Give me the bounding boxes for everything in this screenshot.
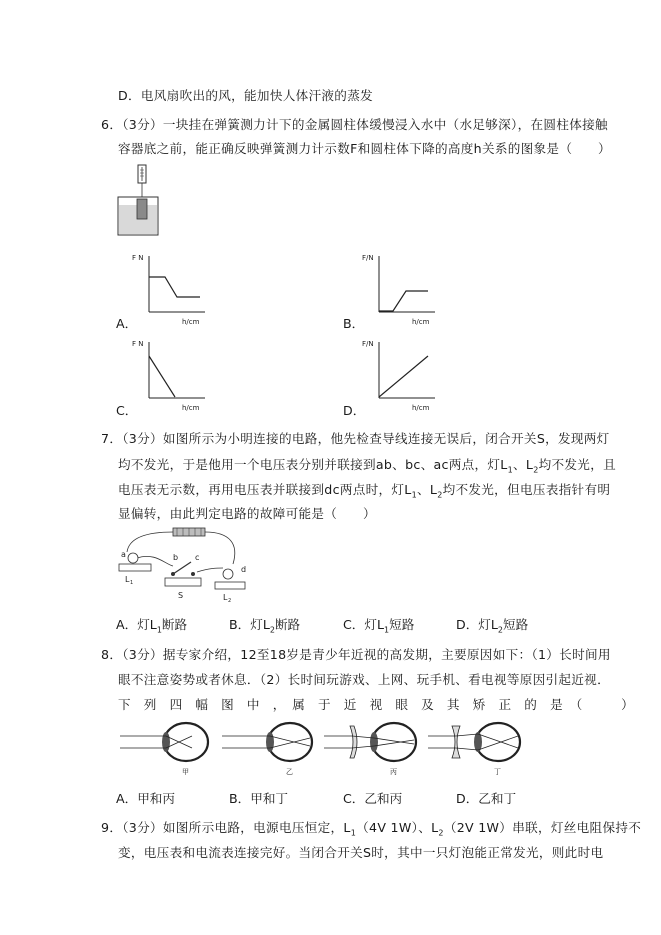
eye-label-bing: 丙 <box>390 768 397 776</box>
eye-yi <box>222 723 312 761</box>
q7-line2-text-a: 均不发光，于是他用一个电压表分别并联接到ab、bc、ac两点，灯L <box>118 457 508 472</box>
q9-line1-sub2: 2 <box>438 828 444 838</box>
q8-option-c[interactable]: C．乙和丙 <box>343 791 403 806</box>
q6-c-ylabel: F N <box>132 340 144 348</box>
eye-label-jia: 甲 <box>182 768 189 776</box>
q6-d-ylabel: F/N <box>362 340 374 348</box>
q7-option-c[interactable] <box>343 614 414 635</box>
q9-line1-sub1: 1 <box>350 828 357 838</box>
q6-a-xlabel: h/cm <box>182 318 200 326</box>
q7-line3-text-a: 电压表无示数，再用电压表并联接到dc两点时，灯L <box>118 482 412 497</box>
q7-d-post: 短路 <box>503 617 529 632</box>
q6-option-a[interactable]: A． <box>116 316 138 331</box>
q6-d-xlabel: h/cm <box>412 404 430 412</box>
q7-label-L1: L <box>125 575 130 584</box>
q6-stem-line2: 容器底之前，能正确反映弹簧测力计示数F和圆柱体下降的高度h关系的图象是（ ） <box>118 141 611 156</box>
q7-b-sub: 2 <box>269 625 275 635</box>
q7-line2-sub1: 1 <box>507 465 514 475</box>
q6-graph-d <box>360 336 440 414</box>
q6-c-xlabel: h/cm <box>182 404 200 412</box>
q9-stem-line2: 变，电压表和电流表连接完好。当闭合开关S时，其中一只灯泡能正常发光，则此时电 <box>118 845 604 860</box>
q6-option-c[interactable]: C． <box>116 403 138 418</box>
q6-a-ylabel: F N <box>132 254 144 262</box>
eye-jia <box>120 723 208 761</box>
q7-option-a[interactable] <box>116 614 187 635</box>
q7-b-pre: B．灯L <box>229 617 270 632</box>
q6-graph-a <box>130 250 210 328</box>
q7-b-post: 断路 <box>274 617 301 632</box>
q7-line2-text-b: 、L <box>513 457 534 472</box>
q7-option-d[interactable] <box>456 614 528 635</box>
q7-line3-sub2: 2 <box>437 490 443 500</box>
q7-option-b[interactable] <box>229 614 300 635</box>
q6-option-b[interactable]: B． <box>343 316 365 331</box>
q7-stem-line4: 显偏转，由此判定电路的故障可能是（ ） <box>118 506 376 521</box>
q8-option-a[interactable]: A．甲和丙 <box>116 791 175 806</box>
q7-stem-line1: 7．（3分）如图所示为小明连接的电路，他先检查导线连接无误后，闭合开关S，发现两灯 <box>101 431 610 446</box>
q7-d-sub: 2 <box>497 625 503 635</box>
q9-line1-text-c: （2V 1W）串联，灯丝电阻保持不 <box>443 820 642 835</box>
q6-graph-b <box>360 250 440 328</box>
q7-stem-line2 <box>118 454 616 475</box>
q7-c-post: 短路 <box>389 617 415 632</box>
q7-label-L1-sub: 1 <box>130 580 134 586</box>
q7-label-S: S <box>178 591 184 600</box>
q7-line3-text-c: 均不发光，但电压表指针有明 <box>442 482 611 497</box>
q6-stem-line1: 6．（3分）一块挂在弹簧测力计下的金属圆柱体缓慢浸入水中（水足够深），在圆柱体接触 <box>101 117 608 132</box>
q7-label-L2: L <box>223 593 228 602</box>
q7-a-pre: A．灯L <box>116 617 157 632</box>
q6-apparatus-figure <box>112 163 174 239</box>
eye-label-ding: 丁 <box>494 768 501 776</box>
q7-circuit-figure <box>115 524 255 604</box>
q9-stem-line1 <box>101 817 641 838</box>
q7-c-pre: C．灯L <box>343 617 384 632</box>
prev-option-d: D．电风扇吹出的风，能加快人体汗液的蒸发 <box>118 88 373 103</box>
q6-b-ylabel: F/N <box>362 254 374 262</box>
q8-stem-line3: 下 列 四 幅 图 中 ， 属 于 近 视 眼 及 其 矫 正 的 是 （ ） <box>118 697 635 712</box>
q6-option-d[interactable]: D． <box>343 403 366 418</box>
q7-label-d: d <box>241 565 247 574</box>
q7-line2-sub2: 2 <box>533 465 539 475</box>
q7-a-post: 断路 <box>161 617 188 632</box>
q7-line3-sub1: 1 <box>411 490 417 500</box>
q8-stem-line1: 8．（3分）据专家介绍，12至18岁是青少年近视的高发期，主要原因如下：（1）长时间用 <box>101 647 611 662</box>
q7-stem-line3 <box>118 479 610 500</box>
q6-graph-c <box>130 336 210 414</box>
q6-b-xlabel: h/cm <box>412 318 430 326</box>
q7-c-sub: 1 <box>384 625 390 635</box>
q8-option-b[interactable]: B．甲和丁 <box>229 791 289 806</box>
eye-bing <box>324 723 416 761</box>
q7-label-b: b <box>173 553 179 562</box>
eye-label-yi: 乙 <box>286 768 293 776</box>
q7-line2-text-c: 均不发光，且 <box>538 457 616 472</box>
q7-d-pre: D．灯L <box>456 617 498 632</box>
q8-eye-diagrams <box>118 718 538 780</box>
q9-line1-text-a: 9．（3分）如图所示电路，电源电压恒定，L <box>101 820 351 835</box>
q9-line1-text-b: （4V 1W）、L <box>356 820 439 835</box>
eye-ding <box>428 723 520 761</box>
q7-line3-text-b: 、L <box>417 482 438 497</box>
q8-option-d[interactable]: D．乙和丁 <box>456 791 517 806</box>
q7-label-a: a <box>121 550 126 559</box>
q7-label-L2-sub: 2 <box>228 598 232 604</box>
q7-a-sub: 1 <box>156 625 162 635</box>
q7-label-c: c <box>195 553 200 562</box>
q8-stem-line2: 眼不注意姿势或者休息．（2）长时间玩游戏、上网、玩手机、看电视等原因引起近视． <box>118 672 610 687</box>
